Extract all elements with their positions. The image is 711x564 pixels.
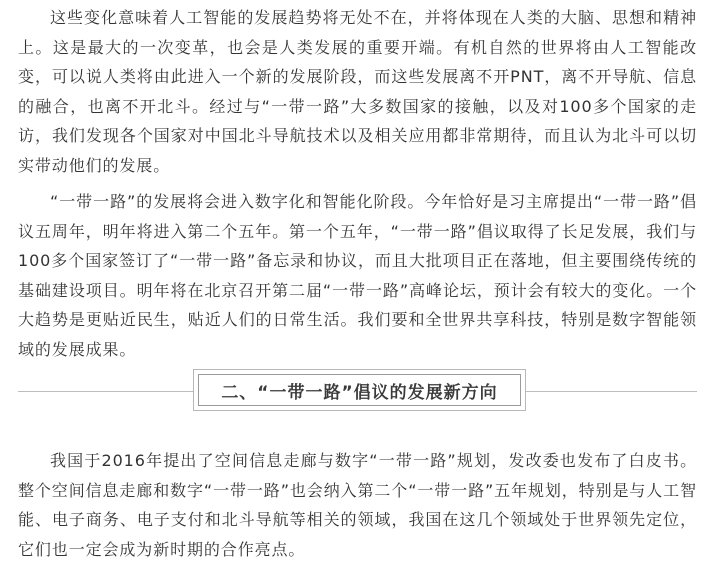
heading-frame-inner xyxy=(198,374,521,406)
heading-frame xyxy=(193,369,526,411)
section-heading: 二、“一带一路”倡议的发展新方向 xyxy=(221,382,498,403)
section-heading-block xyxy=(18,369,697,413)
paragraph-space-info-corridor: 我国于2016年提出了空间信息走廊与数字“一带一路”规划，发改委也发布了白皮书。整个空间信息走廊和数字“一带一路”也会纳入第二个“一带一路”五年规划，特别是与人工智能、电子商务、电子支付和北斗导航等相关的领域，我国在这几个领域处于世界领先定位，它们也一定会成为新时期的合作亮点。 xyxy=(18,451,697,559)
paragraph-belt-road-digital: “一带一路”的发展将会进入数字化和智能化阶段。今年恰好是习主席提出“一带一路”倡议五周年，明年将进入第二个五年。第一个五年，“一带一路”倡议取得了长足发展，我们与100多个国家签订了“一带一路”备忘录和协议，而且大批项目正在落地，但主要围绕传统的基础建设项目。明年将在北京召开第二届“一带一路”高峰论坛，预计会有较大的变化。一个大趋势是更贴近民生，贴近人们的日常生活。我们要和全世界共享科技，特别是数字智能领域的发展成果。 xyxy=(18,192,697,359)
paragraph-ai-trend: 这些变化意味着人工智能的发展趋势将无处不在，并将体现在人类的大脑、思想和精神上。这是最大的一次变革，也会是人类发展的重要开端。有机自然的世界将由人工智能改变，可以说人类将由此进入一个新的发展阶段，而这些发展离不开PNT，离不开导航、信息的融合，也离不开北斗。经过与“一带一路”大多数国家的接触，以及对100多个国家的走访，我们发现各个国家对中国北斗导航技术以及相关应用都非常期待，而且认为北斗可以切实带动他们的发展。 xyxy=(18,8,697,175)
